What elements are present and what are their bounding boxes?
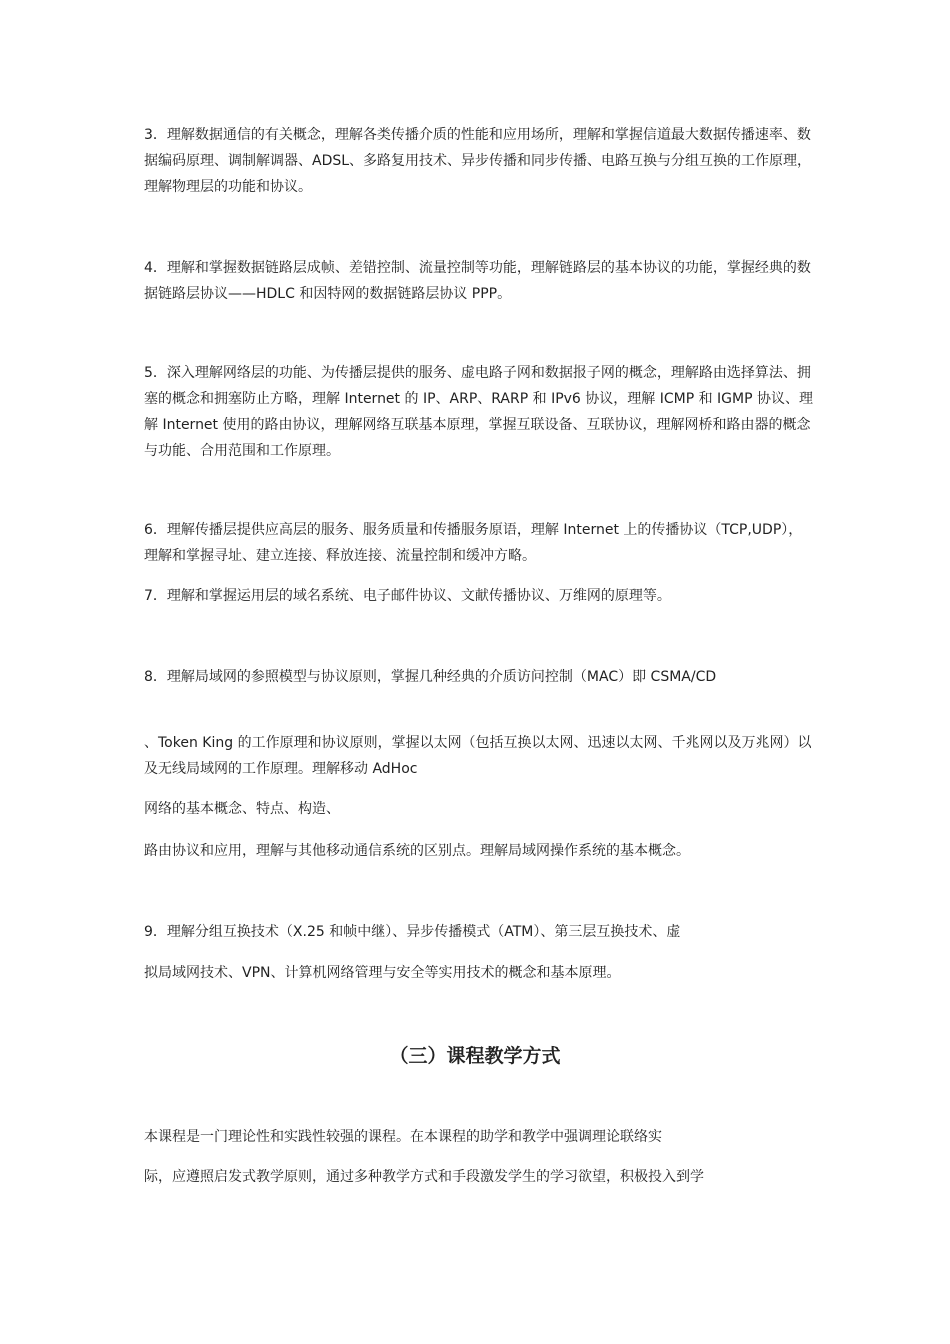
paragraph-teaching-method-1: 本课程是一门理论性和实践性较强的课程。在本课程的助学和教学中强调理论联络实: [144, 1129, 662, 1145]
section-heading: （三）课程教学方式: [389, 1045, 561, 1067]
paragraph-item-9-cont: 拟局域网技术、VPN、计算机网络管理与安全等实用技术的概念和基本原理。: [144, 965, 621, 981]
paragraph-item-4: 4．理解和掌握数据链路层成帧、差错控制、流量控制等功能，理解链路层的基本协议的功能，掌握经典的数据链路层协议——HDLC 和因特网的数据链路层协议 PPP。: [144, 260, 811, 302]
paragraph-item-5: 5．深入理解网络层的功能、为传播层提供的服务、虚电路子网和数据报子网的概念，理解路由选择算法、拥塞的概念和拥塞防止方略，理解 Internet 的 IP、ARP、RARP 和 IPv6 协议，理解 ICMP 和 IGMP 协议、理解 Internet 使用的路由协议，理解网络互联基本原理，掌握互联设备、互联协议，理解网桥和路由器的概念与功能、合用范围和工作原理。: [144, 365, 814, 459]
paragraph-teaching-method-2: 际，应遵照启发式教学原则，通过多种教学方式和手段激发学生的学习欲望，积极投入到学: [144, 1169, 704, 1185]
paragraph-item-8-cont-2: 网络的基本概念、特点、构造、: [144, 801, 340, 817]
paragraph-item-8-cont-1: 、Token King 的工作原理和协议原则，掌握以太网（包括互换以太网、迅速以太网、千兆网以及万兆网）以及无线局域网的工作原理。理解移动 AdHoc: [144, 735, 812, 777]
paragraph-item-8-cont-3: 路由协议和应用，理解与其他移动通信系统的区别点。理解局域网操作系统的基本概念。: [144, 843, 690, 859]
paragraph-item-3: 3．理解数据通信的有关概念，理解各类传播介质的性能和应用场所，理解和掌握信道最大数据传播速率、数据编码原理、调制解调器、ADSL、多路复用技术、异步传播和同步传播、电路互换与分组互换的工作原理，理解物理层的功能和协议。: [144, 127, 812, 195]
paragraph-item-9: 9．理解分组互换技术（X.25 和帧中继）、异步传播模式（ATM）、第三层互换技术、虚: [144, 924, 681, 940]
paragraph-item-6: 6．理解传播层提供应高层的服务、服务质量和传播服务原语，理解 Internet 上的传播协议（TCP,UDP），理解和掌握寻址、建立连接、释放连接、流量控制和缓冲方略。: [144, 522, 803, 564]
paragraph-item-8: 8．理解局域网的参照模型与协议原则，掌握几种经典的介质访问控制（MAC）即 CSMA/CD: [144, 669, 717, 685]
paragraph-item-7: 7．理解和掌握运用层的域名系统、电子邮件协议、文献传播协议、万维网的原理等。: [144, 588, 671, 604]
